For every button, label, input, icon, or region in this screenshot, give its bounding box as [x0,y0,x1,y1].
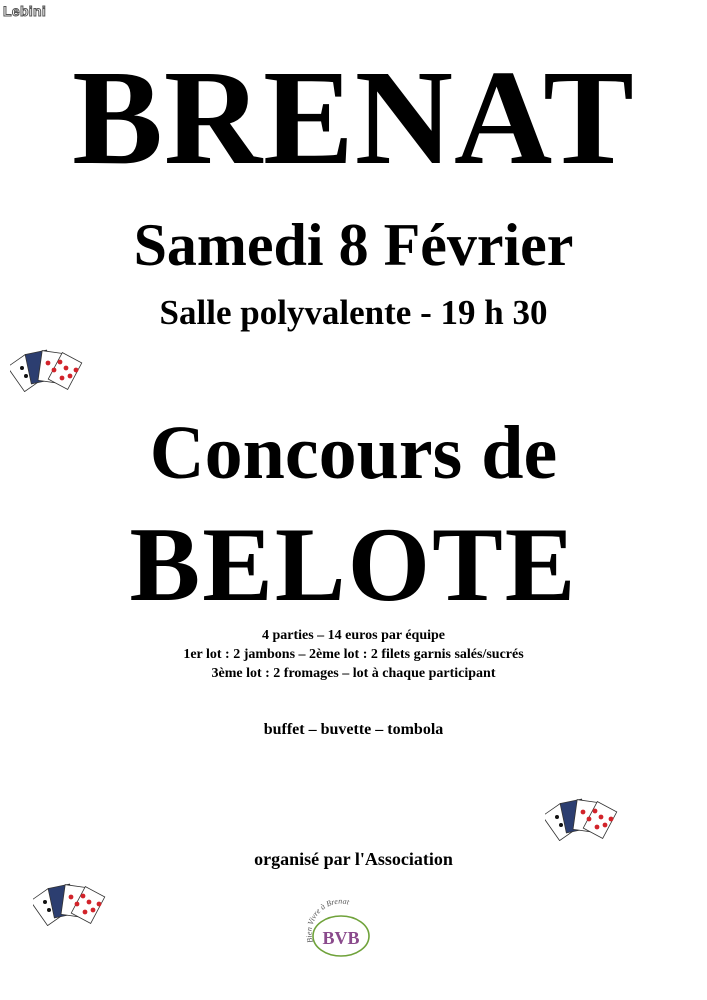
event-extras: buffet – buvette – tombola [263,721,444,738]
event-title-line1: Concours de [149,411,558,495]
details-line: 4 parties – 14 euros par équipe [261,628,446,643]
event-details [0,626,707,683]
playing-cards-icon [10,348,90,392]
watermark-text: Lebini [3,3,47,19]
event-date: Samedi 8 Février [133,212,574,278]
details-line: 1er lot : 2 jambons – 2ème lot : 2 filets garnis salés/sucrés [183,647,524,662]
organizer-text: organisé par l'Association [254,849,453,869]
details-line: 3ème lot : 2 fromages – lot à chaque participant [211,666,496,681]
town-title: BRENAT [72,43,635,193]
logo-initials: BVB [322,928,360,948]
playing-cards-icon [33,882,113,926]
event-title-line2: BELOTE [129,506,578,623]
playing-cards-icon [545,797,625,841]
association-logo-icon [305,898,377,960]
event-venue-time: Salle polyvalente - 19 h 30 [159,293,548,332]
logo-arc-text: Bien Vivre à Brenat [305,898,351,944]
